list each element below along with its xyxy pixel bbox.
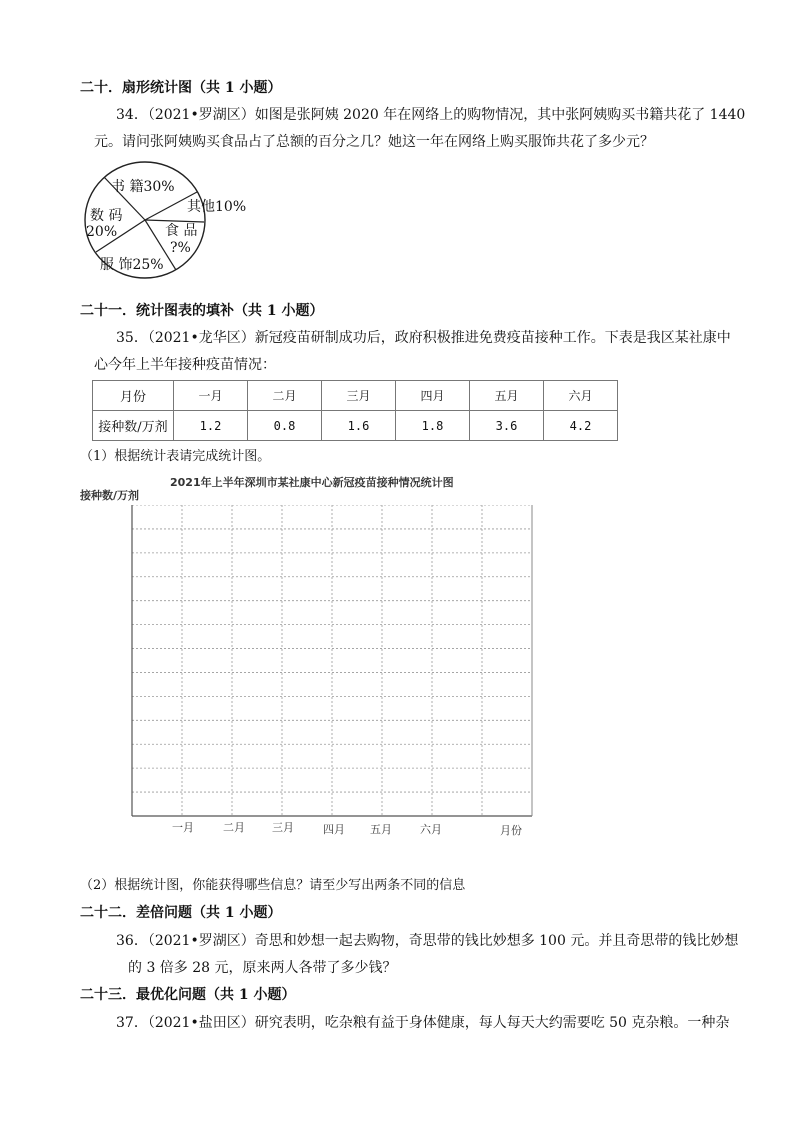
table-cell: 3.6	[470, 411, 544, 441]
question-34-line-2: 元。请问张阿姨购买食品占了总额的百分之几？她这一年在网络上购买服饰共花了多少元？	[94, 134, 654, 150]
pie-label-other: 其他10%	[187, 199, 247, 215]
pie-label-digital: 数 码	[90, 208, 123, 224]
table-header-cell: 一月	[174, 381, 248, 411]
table-cell: 1.8	[396, 411, 470, 441]
blank-chart-title: 2021年上半年深圳市某社康中心新冠疫苗接种情况统计图	[170, 476, 454, 489]
question-35-part-1: （1）根据统计表请完成统计图。	[80, 449, 271, 464]
blank-chart-month-5: 五月	[370, 823, 392, 836]
pie-label-books: 书 籍30%	[111, 179, 175, 195]
section-22-heading: 二十二．差倍问题（共 1 小题）	[80, 905, 282, 921]
question-37-line-1: 37．（2021•盐田区）研究表明，吃杂粮有益于身体健康，每人每天大约需要吃 50 克杂粮。一种杂	[116, 1015, 730, 1031]
table-row	[93, 411, 618, 441]
blank-chart-month-6: 六月	[420, 823, 442, 836]
table-cell: 0.8	[248, 411, 322, 441]
blank-chart-y-label: 接种数/万剂	[80, 489, 140, 502]
question-34-line-1: 34．（2021•罗湖区）如图是张阿姨 2020 年在网络上的购物情况，其中张阿姨购买书籍共花了 1440	[116, 107, 746, 123]
blank-chart-month-1: 一月	[172, 821, 194, 834]
table-cell: 1.2	[174, 411, 248, 441]
table-header-cell: 四月	[396, 381, 470, 411]
pie-label-food-pct: ?%	[170, 240, 191, 256]
blank-chart-month-4: 四月	[323, 823, 345, 836]
table-cell: 4.2	[544, 411, 618, 441]
blank-chart-grid	[120, 505, 540, 825]
pie-label-clothing: 服 饰25%	[100, 257, 164, 273]
table-header-cell: 五月	[470, 381, 544, 411]
question-35-part-2: （2）根据统计图，你能获得哪些信息？请至少写出两条不同的信息	[80, 878, 466, 893]
pie-label-food: 食 品	[165, 223, 198, 239]
table-header-cell: 三月	[322, 381, 396, 411]
pie-label-digital-pct: 20%	[86, 224, 118, 240]
table-header-row	[93, 381, 618, 411]
table-header-cell: 二月	[248, 381, 322, 411]
blank-chart-month-2: 二月	[223, 821, 245, 834]
question-36-line-1: 36．（2021•罗湖区）奇思和妙想一起去购物，奇思带的钱比妙想多 100 元。并且奇思带的钱比妙想	[116, 933, 739, 949]
section-21-heading: 二十一．统计图表的填补（共 1 小题）	[80, 303, 324, 319]
table-header-cell: 六月	[544, 381, 618, 411]
vaccination-table	[92, 380, 618, 441]
table-header-cell: 月份	[93, 381, 174, 411]
question-36-line-2: 的 3 倍多 28 元，原来两人各带了多少钱？	[128, 960, 397, 976]
table-row-label: 接种数/万剂	[93, 411, 174, 441]
section-23-heading: 二十三．最优化问题（共 1 小题）	[80, 987, 296, 1003]
question-35-line-1: 35．（2021•龙华区）新冠疫苗研制成功后，政府积极推进免费疫苗接种工作。下表是我区某社康中	[116, 330, 731, 346]
table-cell: 1.6	[322, 411, 396, 441]
blank-chart-x-label: 月份	[500, 824, 522, 837]
section-20-heading: 二十．扇形统计图（共 1 小题）	[80, 80, 282, 96]
question-35-line-2: 心今年上半年接种疫苗情况：	[94, 357, 276, 373]
blank-chart-month-3: 三月	[272, 821, 294, 834]
